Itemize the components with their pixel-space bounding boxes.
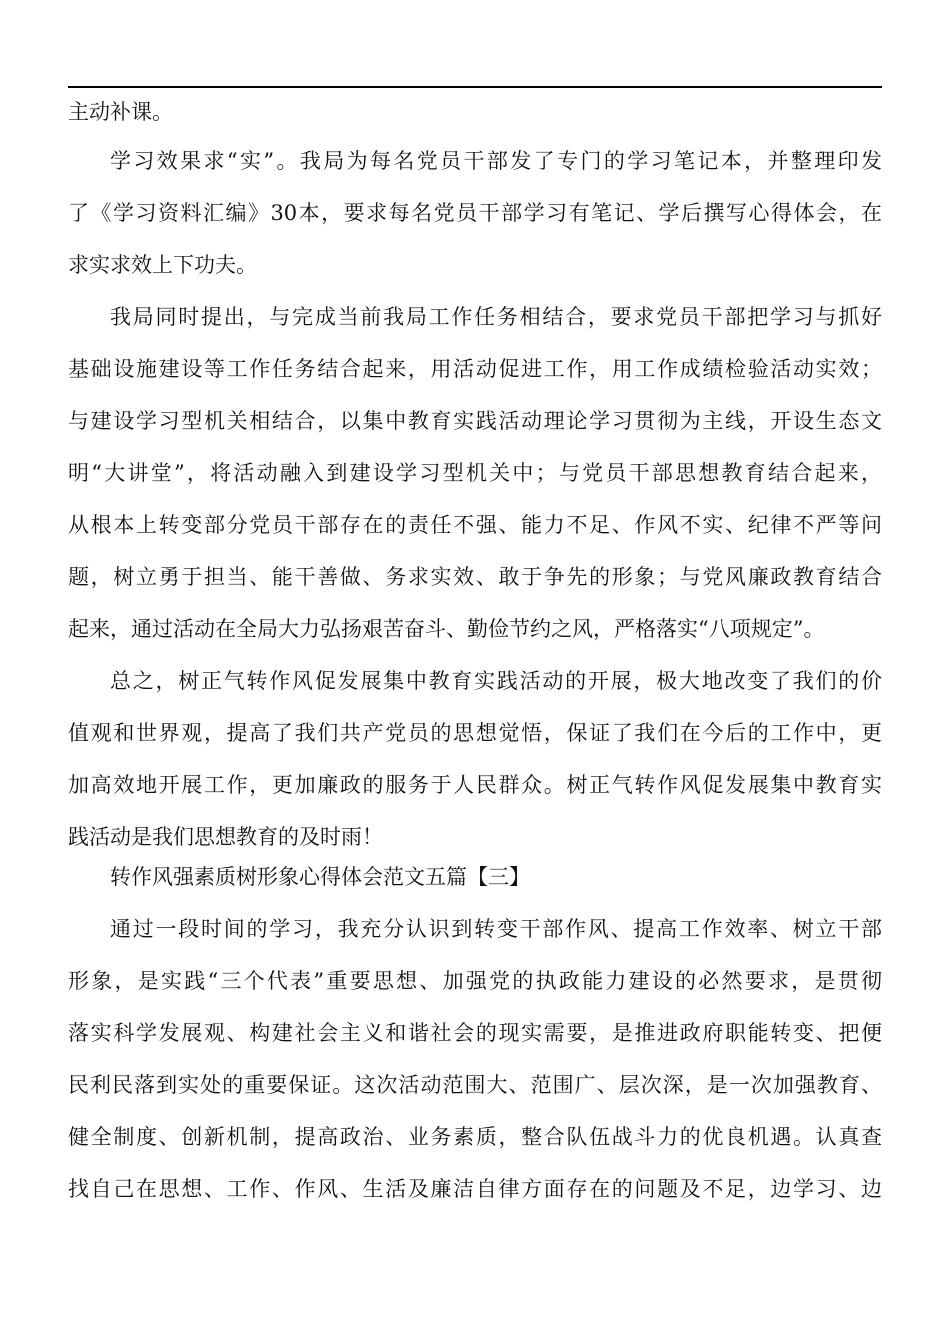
text-line: 了《学习资料汇编》30本，要求每名党员干部学习有笔记、学后撰写心得体会，在: [68, 201, 882, 225]
text-line: 加高效地开展工作，更加廉政的服务于人民群众。树正气转作风促发展集中教育实: [68, 773, 882, 797]
text-line: 落实科学发展观、构建社会主义和谐社会的现实需要，是推进政府职能转变、把便: [68, 1021, 882, 1045]
text-line: 健全制度、创新机制，提高政治、业务素质，整合队伍战斗力的优良机遇。认真查: [68, 1125, 882, 1149]
text-line: 与建设学习型机关相结合，以集中教育实践活动理论学习贯彻为主线，开设生态文: [68, 409, 882, 433]
text-line: 值观和世界观，提高了我们共产党员的思想觉悟，保证了我们在今后的工作中，更: [68, 721, 882, 745]
text-line: 起来，通过活动在全局大力弘扬艰苦奋斗、勤俭节约之风，严格落实“八项规定”。: [68, 617, 825, 641]
text-line: 形象，是实践“三个代表”重要思想、加强党的执政能力建设的必然要求，是贯彻: [68, 969, 882, 993]
text-line: 主动补课。: [68, 100, 173, 124]
text-line: 明“大讲堂”，将活动融入到建设学习型机关中；与党员干部思想教育结合起来，: [68, 461, 882, 485]
text-line: 学习效果求“实”。我局为每名党员干部发了专门的学习笔记本，并整理印发: [110, 149, 882, 173]
text-line: 总之，树正气转作风促发展集中教育实践活动的开展，极大地改变了我们的价: [110, 669, 882, 693]
text-line: 找自己在思想、工作、作风、生活及廉洁自律方面存在的问题及不足，边学习、边: [68, 1177, 882, 1201]
text-line: 民利民落到实处的重要保证。这次活动范围大、范围广、层次深，是一次加强教育、: [68, 1073, 882, 1097]
section-heading: 转作风强素质树形象心得体会范文五篇【三】: [110, 865, 530, 889]
text-line: 通过一段时间的学习，我充分认识到转变干部作风、提高工作效率、树立干部: [110, 917, 882, 941]
text-line: 从根本上转变部分党员干部存在的责任不强、能力不足、作风不实、纪律不严等问: [68, 513, 882, 537]
text-line: 基础设施建设等工作任务结合起来，用活动促进工作，用工作成绩检验活动实效；: [68, 357, 882, 381]
header-rule: [68, 86, 882, 88]
text-line: 求实求效上下功夫。: [68, 253, 257, 277]
text-line: 践活动是我们思想教育的及时雨！: [68, 825, 383, 849]
text-line: 题，树立勇于担当、能干善做、务求实效、敢于争先的形象；与党风廉政教育结合: [68, 565, 882, 589]
text-line: 我局同时提出，与完成当前我局工作任务相结合，要求党员干部把学习与抓好: [110, 305, 882, 329]
